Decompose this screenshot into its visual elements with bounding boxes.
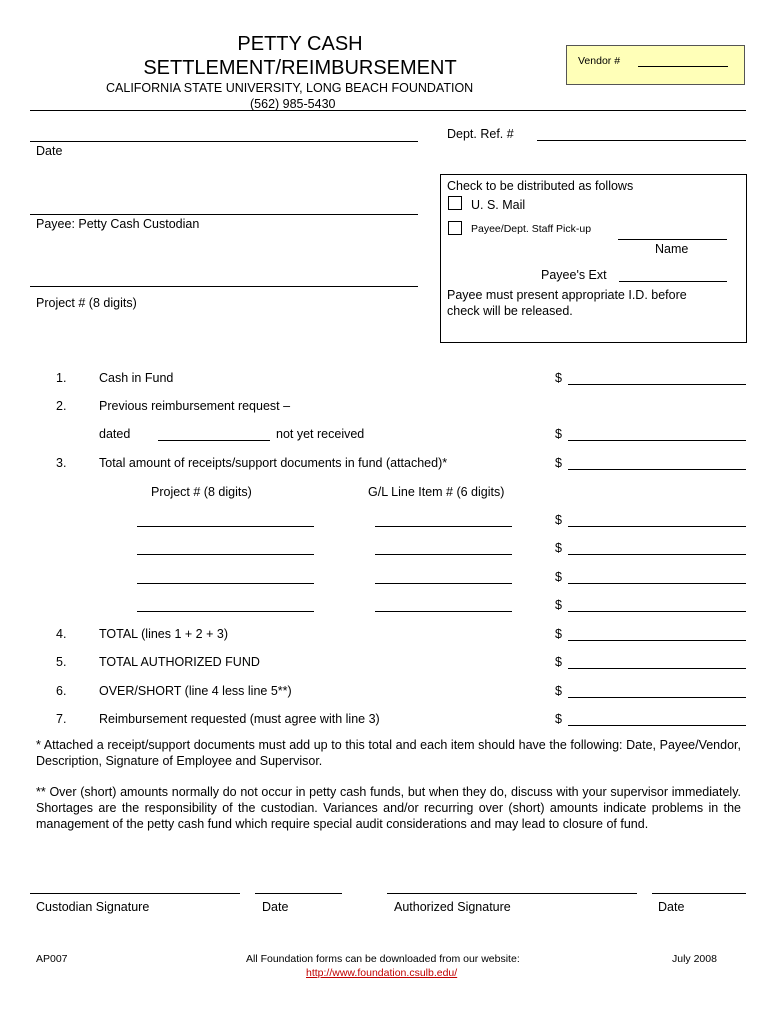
distribution-heading: Check to be distributed as follows [447,179,634,193]
authorized-date-field[interactable] [652,893,746,894]
form-date: July 2008 [672,953,717,965]
total-receipts-amount[interactable] [568,469,746,470]
dollar-sign: $ [555,541,562,555]
vendor-box [566,45,745,85]
pickup-label: Payee/Dept. Staff Pick-up [471,223,592,235]
dollar-sign: $ [555,570,562,584]
receipt-project-field[interactable] [137,526,314,527]
id-notice-line2: check will be released. [447,304,573,318]
receipt-gl-field[interactable] [375,526,512,527]
dollar-sign: $ [555,712,562,726]
org-phone: (562) 985-5430 [250,97,336,111]
cash-in-fund-amount[interactable] [568,384,746,385]
authorized-signature-field[interactable] [387,893,637,894]
line-number: 6. [56,684,67,698]
dated-field[interactable] [158,440,270,441]
reimbursement-requested-amount[interactable] [568,725,746,726]
receipt-gl-field[interactable] [375,554,512,555]
custodian-signature-label: Custodian Signature [36,900,150,914]
distribution-box [440,174,747,343]
authorized-fund-amount[interactable] [568,668,746,669]
receipt-project-field[interactable] [137,611,314,612]
name-field[interactable] [618,239,727,240]
over-short-label: OVER/SHORT (line 4 less line 5**) [99,684,292,698]
dollar-sign: $ [555,598,562,612]
custodian-date-label: Date [262,900,289,914]
receipt-gl-field[interactable] [375,611,512,612]
payee-field[interactable] [30,214,418,215]
gl-column-header: G/L Line Item # (6 digits) [368,485,505,499]
dollar-sign: $ [555,456,562,470]
total-amount[interactable] [568,640,746,641]
dept-ref-field[interactable] [537,140,746,141]
project-field[interactable] [30,286,418,287]
name-label: Name [655,242,689,256]
receipt-project-field[interactable] [137,583,314,584]
line-number: 3. [56,456,67,470]
custodian-signature-field[interactable] [30,893,240,894]
form-title-line2: SETTLEMENT/REIMBURSEMENT [143,57,457,79]
receipt-amount-field[interactable] [568,611,746,612]
date-field[interactable] [30,141,418,142]
total-receipts-label: Total amount of receipts/support documents in fund (attached)* [99,456,448,470]
dollar-sign: $ [555,684,562,698]
project-label: Project # (8 digits) [36,296,137,310]
vendor-label: Vendor # [578,55,621,67]
dollar-sign: $ [555,627,562,641]
not-yet-received-label: not yet received [276,427,365,441]
receipt-note: * Attached a receipt/support documents must add up to this total and each item should have the following: Date, Payee/Vendor, Description, Signature of Employee and Supervisor. [36,738,741,768]
line-number: 1. [56,371,67,385]
payee-label: Payee: Petty Cash Custodian [36,217,200,231]
receipt-project-field[interactable] [137,554,314,555]
vendor-number-field[interactable] [638,66,728,67]
over-short-amount[interactable] [568,697,746,698]
payee-ext-label: Payee's Ext [541,268,607,282]
receipt-amount-field[interactable] [568,554,746,555]
prev-reimbursement-amount[interactable] [568,440,746,441]
authorized-signature-label: Authorized Signature [394,900,511,914]
line-number: 2. [56,399,67,413]
foundation-website-link[interactable]: http://www.foundation.csulb.edu/ [306,967,458,979]
dept-ref-label: Dept. Ref. # [447,127,514,141]
header-divider [30,110,746,111]
line-number: 4. [56,627,67,641]
cash-in-fund-label: Cash in Fund [99,371,174,385]
dollar-sign: $ [555,427,562,441]
receipt-amount-field[interactable] [568,526,746,527]
us-mail-label: U. S. Mail [471,198,526,212]
form-id: AP007 [36,953,68,965]
payee-ext-field[interactable] [619,281,727,282]
dollar-sign: $ [555,513,562,527]
download-notice: All Foundation forms can be downloaded from our website: [246,953,520,965]
dollar-sign: $ [555,371,562,385]
line-number: 7. [56,712,67,726]
org-name: CALIFORNIA STATE UNIVERSITY, LONG BEACH FOUNDATION [106,81,474,95]
project-column-header: Project # (8 digits) [151,485,252,499]
receipt-gl-field[interactable] [375,583,512,584]
date-label: Date [36,144,63,158]
line-number: 5. [56,655,67,669]
reimbursement-requested-label: Reimbursement requested (must agree with line 3) [99,712,380,726]
form-title-line1: PETTY CASH [237,33,363,55]
receipt-amount-field[interactable] [568,583,746,584]
id-notice-line1: Payee must present appropriate I.D. before [447,288,687,302]
total-label: TOTAL (lines 1 + 2 + 3) [99,627,228,641]
dollar-sign: $ [555,655,562,669]
pickup-checkbox[interactable] [448,221,462,235]
prev-reimbursement-label: Previous reimbursement request – [99,399,291,413]
over-short-note: ** Over (short) amounts normally do not occur in petty cash funds, but when they do, discuss with your supervisor immediately. Shortages are the responsibility of the custodian. Variances and/or recurring over (short) amounts indicate problems in the management of the petty cash fund which require special audit considerations and may lead to closure of fund. [36,785,741,831]
dated-label: dated [99,427,131,441]
us-mail-checkbox[interactable] [448,196,462,210]
custodian-date-field[interactable] [255,893,342,894]
authorized-fund-label: TOTAL AUTHORIZED FUND [99,655,260,669]
authorized-date-label: Date [658,900,685,914]
